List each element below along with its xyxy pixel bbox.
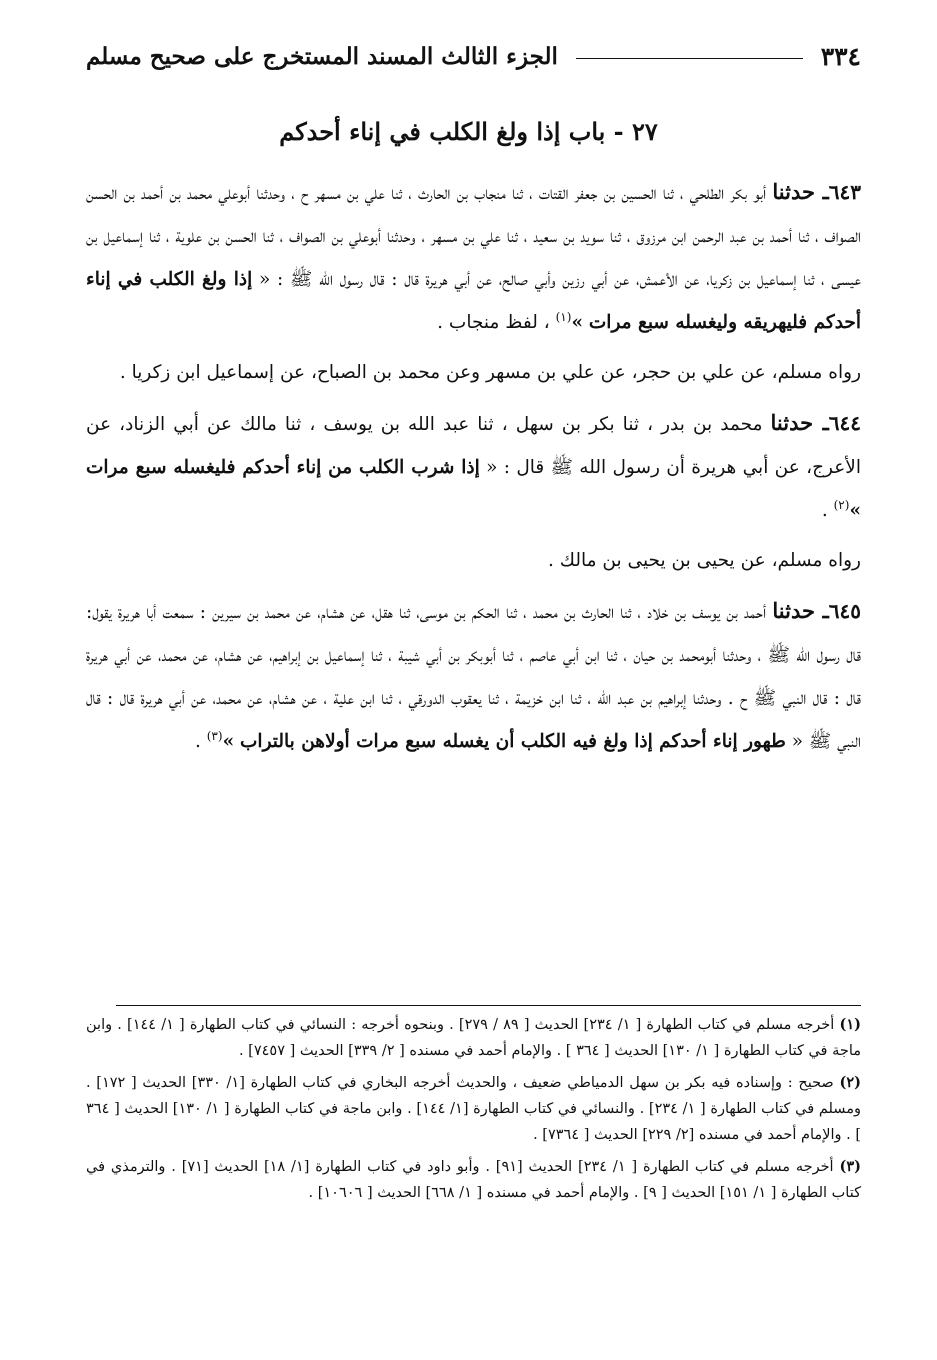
- isnad-chain: أحمد بن يوسف بن خلاد ، ثنا الحارث بن محمد ، ثنا الحكم بن موسى، ثنا هقل، عن هشام، عن محمد بن سيرين : سمعت أبا هريرة يقول: قال رسول الله ﷺ ، وحدثنا أبومحمد بن حيان ، ثنا ابن أبي عاصم ، ثنا أبوبكر بن أبي شيبة ، ثنا إسماعيل بن إبراهيم، عن هشام، عن محمد، عن أبي هريرة قال : قال النبي ﷺ ح . وحدثنا إبراهيم بن عبد الله ، ثنا ابن خزيمة ، ثنا يعقوب الدورقي ، ثنا ابن علية ، عن هشام، عن محمد، عن أبي هريرة قال : قال النبي ﷺ «: [86, 602, 861, 752]
- hadith-tail: .: [821, 500, 828, 521]
- narration-note-644: رواه مسلم، عن يحيى بن يحيى بن مالك .: [548, 550, 861, 571]
- running-title: الجزء الثالث المسند المستخرج على صحيح مسلم: [86, 42, 558, 70]
- hadith-number: ٦٤٣: [828, 180, 861, 204]
- quote-close: »: [571, 312, 583, 333]
- footnote-2: [86, 1070, 861, 1148]
- matn-text: إذا شرب الكلب من إناء أحدكم فليغسله سبع مرات: [86, 457, 480, 478]
- narration-note-643: رواه مسلم، عن علي بن حجر، عن علي بن مسهر وعن محمد بن الصباح، عن إسماعيل ابن زكريا .: [119, 362, 861, 383]
- hadith-644: [86, 401, 861, 532]
- footnotes: [86, 1012, 861, 1212]
- header-rule: [576, 58, 803, 59]
- hadith-643: [86, 170, 861, 344]
- footnote-label: (١): [839, 1016, 861, 1033]
- hadith-number: ٦٤٥: [828, 599, 861, 623]
- hadith-645: [86, 589, 861, 763]
- isnad-chain: أبو بكر الطلحي ، ثنا الحسين بن جعفر القتات ، ثنا منجاب بن الحارث ، ثنا علي بن مسهر ح ، وحدثنا أبوعلي محمد بن أحمد بن الحسن الصواف ، ثنا أحمد بن عبد الرحمن ابن مرزوق ، ثنا سويد بن سعيد ، ثنا علي بن مسهر ، وحدثنا أبوعلي بن الصواف ، ثنا الحسن بن علوية ، ثنا إسماعيل بن عيسى ، ثنا إسماعيل بن زكريا، عن الأعمش، عن أبي رزين وأبي صالح، عن أبي هريرة قال : قال رسول الله ﷺ : «: [86, 183, 861, 290]
- quote-close: »: [849, 500, 861, 521]
- hadith-number: ٦٤٤: [828, 411, 861, 435]
- footnote-text: أخرجه مسلم في كتاب الطهارة [ ١/ ٢٣٤] الحديث [٩١] . وأبو داود في كتاب الطهارة [١/ ١٨] الحديث [٧١] . والترمذي في كتاب الطهارة [ ١/ ١٥١] الحديث [ ٩] . والإمام أحمد في مسنده [ ١/ ٦٦٨] الحديث [ ١٠٦٠٦] .: [86, 1159, 861, 1201]
- footnote-ref: (٣): [206, 728, 223, 743]
- footnote-text: أخرجه مسلم في كتاب الطهارة [ ١/ ٢٣٤] الحديث [ ٨٩ / ٢٧٩] . وبنحوه أخرجه : النسائي في كتاب الطهارة [ ١/ ١٤٤] . وابن ماجة في كتاب الطهارة [ ١/ ١٣٠] الحديث [ ٣٦٤ ] . والإمام أحمد في مسنده [ ٢/ ٣٣٩] الحديث [ ٧٤٥٧] .: [86, 1017, 861, 1059]
- quote-close: »: [222, 731, 235, 752]
- body-text: [86, 170, 861, 763]
- hadith-tail: .: [194, 731, 201, 752]
- haddathana-marker: ـ حدثنا: [772, 598, 829, 623]
- footnote-1: [86, 1012, 861, 1064]
- footnote-label: (٢): [839, 1074, 861, 1091]
- footnote-separator: [116, 1005, 861, 1006]
- isnad-chain: محمد بن بدر ، ثنا بكر بن سهل ، ثنا عبد الله بن يوسف ، ثنا مالك عن أبي الزناد، عن الأعرج، عن أبي هريرة أن رسول الله ﷺ قال : «: [86, 414, 861, 478]
- matn-text: إذا ولغ الكلب في إناء أحدكم فليهريقه وليغسله سبع مرات: [86, 269, 861, 333]
- footnote-ref: (٢): [833, 497, 850, 512]
- hadith-tail: ، لفظ منجاب .: [437, 312, 550, 333]
- footnote-3: [86, 1154, 861, 1206]
- footnote-label: (٣): [839, 1158, 861, 1175]
- haddathana-marker: ـ حدثنا: [770, 410, 829, 435]
- footnote-text: صحيح : وإسناده فيه بكر بن سهل الدمياطي ضعيف ، والحديث أخرجه البخاري في كتاب الطهارة [١/ ٣٣٠] الحديث [ ١٧٢] . ومسلم في كتاب الطهارة [ ١/ ٢٣٤] . والنسائي في كتاب الطهارة [١/ ١٤٤] . وابن ماجة في كتاب الطهارة [ ١/ ١٣٠] الحديث [ ٣٦٤ ] . والإمام أحمد في مسنده [٢/ ٢٢٩] الحديث [ ٧٣٦٤] .: [86, 1075, 861, 1143]
- footnote-ref: (١): [555, 309, 572, 324]
- chapter-heading: ٢٧ - باب إذا ولغ الكلب في إناء أحدكم: [279, 117, 658, 146]
- haddathana-marker: ـ حدثنا: [772, 179, 829, 204]
- running-head: [86, 36, 861, 76]
- page-number: ٣٣٤: [820, 41, 861, 71]
- matn-text: طهور إناء أحدكم إذا ولغ فيه الكلب أن يغسله سبع مرات أولاهن بالتراب: [240, 731, 786, 752]
